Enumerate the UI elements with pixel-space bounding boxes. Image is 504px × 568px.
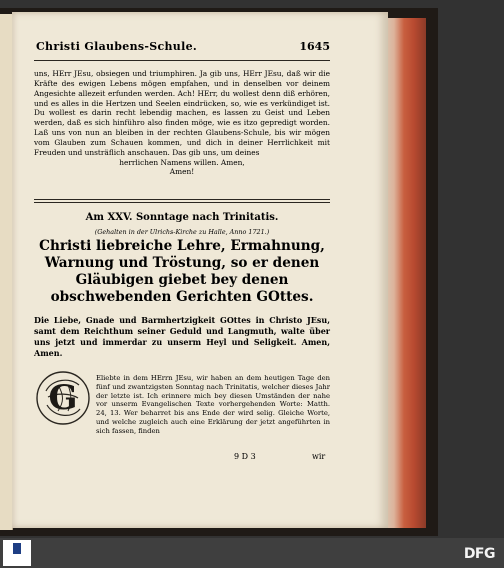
logo-mark <box>13 543 21 554</box>
sermon-note: (Gehalten in der Ulrichs-Kirche zu Halle, Anno 1721.) <box>94 228 270 236</box>
section-rule-bottom <box>34 202 330 203</box>
prayer-block <box>34 69 330 177</box>
library-logo-icon[interactable] <box>3 540 31 566</box>
header-rule <box>34 60 330 61</box>
page-number: 1645 <box>299 40 330 53</box>
running-header <box>24 40 330 56</box>
dfg-logo[interactable]: DFG <box>463 546 495 562</box>
section-rule-top <box>34 199 330 200</box>
bottom-bar <box>0 538 504 568</box>
sermon-date: Am XXV. Sonntage nach Trinitatis. <box>85 212 279 223</box>
sermon-intro: Die Liebe, Gnade und Barmhertzigkeit GOttes in Christo JEsu, samt dem Reichthum seiner Geduld und Langmuth, walte über uns jetzt und immerdar zu unserm Heyl und Seligkeit. Amen, Amen. <box>34 315 330 358</box>
prayer-amen: Amen! <box>169 167 195 177</box>
initial-letter: G <box>48 378 78 418</box>
prayer-text: uns, HErr JEsu, obsiegen und triumphiren. Ja gib uns, HErr JEsu, daß wir die Kräfte des ewigen Lebens mögen empfahen, und in denselben vor deinem Angesichte allezeit erfunden werden. Ach! HErr, du wollest denn diß erhören, und es alles in die Hertzen und Seelen eindrücken, so, wie es verkündiget ist. Du wollest es darin recht lebendig machen, es lassen zu Geist und Leben werden, daß es sich hinführo also finden möge, wie es itzo gepredigt worden. Laß uns von nun an bleiben in der rechten Glaubens-Schule, bis wir mögen vom Glauben zum Schauen kommen, und dich in deiner Herrlichkeit mit Freuden und unsträflich anschauen. Das gib uns, um deines <box>34 69 330 157</box>
decorated-initial <box>34 369 92 427</box>
sermon-title: Christi liebreiche Lehre, Ermahnung, Warnung und Tröstung, so er denen Gläubigen giebet bey denen obschwebenden Gerichten GOttes. <box>39 238 325 305</box>
signature-mark: 9 D 3 <box>234 452 256 461</box>
book-cover-edge <box>384 18 426 528</box>
running-title: Christi Glaubens-Schule. <box>36 40 197 53</box>
sermon-body: Eliebte in dem HErrn JEsu, wir haben an dem heutigen Tage den fünf und zwantzigsten Sonntag nach Trinitatis, welcher dieses Jahr der letzte ist. Ich erinnere mich bey diesen Umständen der nahe vor unserm Evangelischen Texte vorhergehenden Worte: Matth. 24, 13. Wer beharret bis ans Ende der wird selig. Gleiche Worte, und welche zugleich auch eine Erklärung der jetzt angeführten in sich fassen, finden <box>96 374 330 435</box>
catchword: wir <box>312 452 326 461</box>
prayer-closing-line: herrlichen Namens willen. Amen, <box>119 157 245 167</box>
